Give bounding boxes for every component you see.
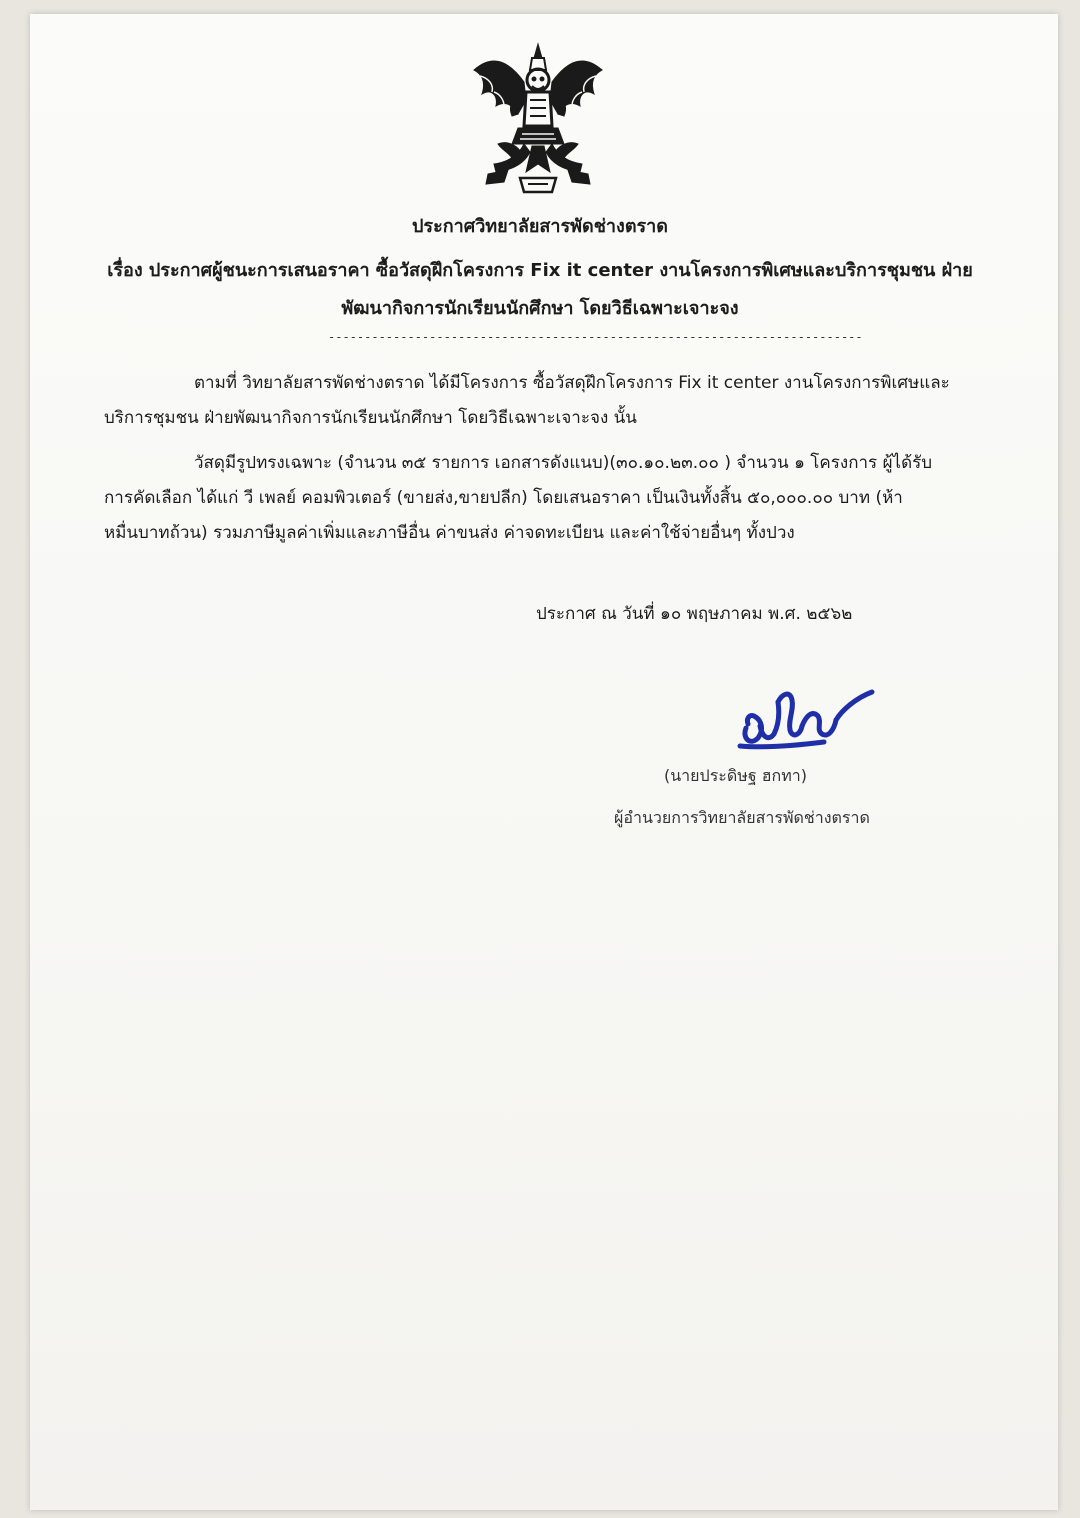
subject-line: พัฒนากิจการนักเรียนนักศึกษา โดยวิธีเฉพาะเจาะจง	[341, 298, 739, 319]
announcement-date: ประกาศ ณ วันที่ ๑๐ พฤษภาคม พ.ศ. ๒๕๖๒	[536, 604, 853, 624]
paragraph-line: ตามที่ วิทยาลัยสารพัดช่างตราด ได้มีโครงการ ซื้อวัสดุฝึกโครงการ Fix it center งานโครงการพิเศษและ	[194, 373, 950, 393]
announcement-title: ประกาศวิทยาลัยสารพัดช่างตราด	[412, 216, 668, 237]
paragraph-line: หมื่นบาทถ้วน) รวมภาษีมูลค่าเพิ่มและภาษีอื่น ค่าขนส่ง ค่าจดทะเบียน และค่าใช้จ่ายอื่นๆ ทั้งปวง	[104, 523, 795, 543]
subject-line: เรื่อง ประกาศผู้ชนะการเสนอราคา ซื้อวัสดุฝึกโครงการ Fix it center งานโครงการพิเศษและบริการชุมชน ฝ่าย	[107, 260, 973, 281]
body-paragraph	[104, 366, 972, 436]
paragraph-line: บริการชุมชน ฝ่ายพัฒนากิจการนักเรียนนักศึกษา โดยวิธีเฉพาะเจาะจง นั้น	[104, 408, 637, 428]
signer-name: (นายประดิษฐ ฮกทา)	[664, 766, 807, 785]
separator-line: --------------------------------------------------------------------------	[328, 330, 863, 344]
handwritten-signature-icon	[732, 676, 882, 756]
garuda-emblem-icon	[468, 40, 608, 200]
announcement-subject	[100, 252, 980, 328]
signer-title: ผู้อำนวยการวิทยาลัยสารพัดช่างตราด	[614, 808, 870, 827]
paragraph-line: วัสดุมีรูปทรงเฉพาะ (จำนวน ๓๕ รายการ เอกสารดังแนบ)(๓๐.๑๐.๒๓.๐๐ ) จำนวน ๑ โครงการ ผู้ได้รับ	[194, 453, 933, 473]
body-paragraph	[104, 446, 972, 551]
paragraph-line: การคัดเลือก ได้แก่ วี เพลย์ คอมพิวเตอร์ (ขายส่ง,ขายปลีก) โดยเสนอราคา เป็นเงินทั้งสิ้น ๕๐,๐๐๐.๐๐ บาท (ห้า	[104, 488, 903, 508]
